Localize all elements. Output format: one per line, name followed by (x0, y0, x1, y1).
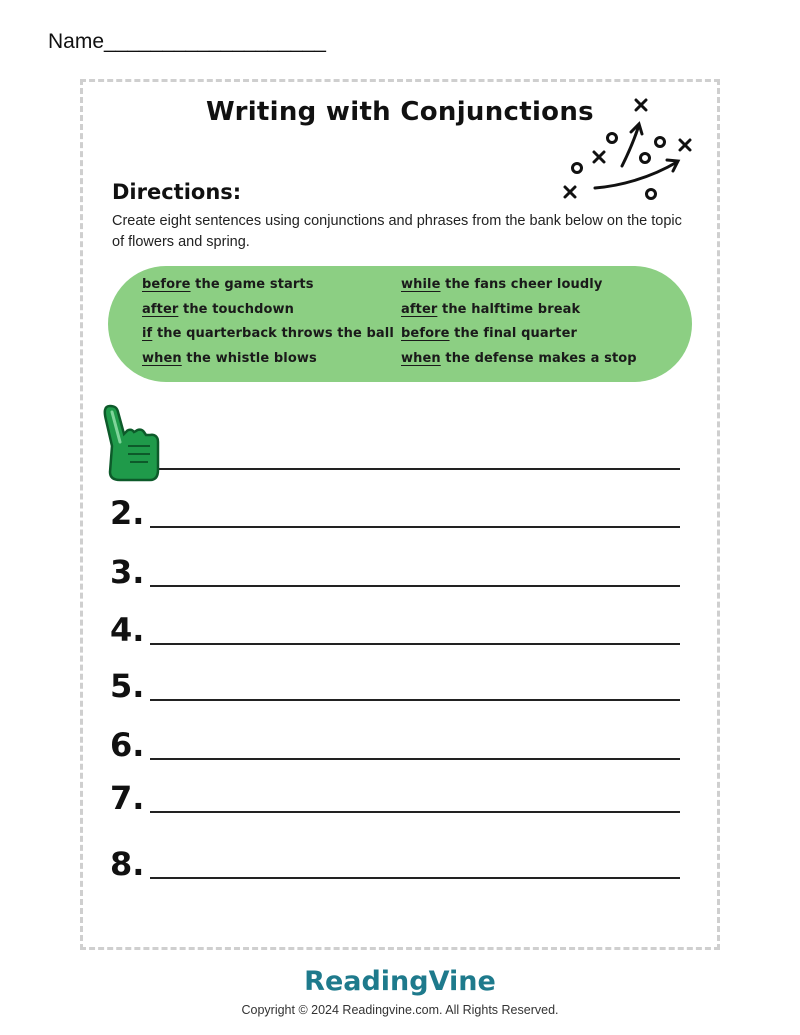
readingvine-logo: ReadingVine (304, 966, 496, 997)
conjunction: if (142, 326, 153, 341)
answer-line-5[interactable] (108, 661, 688, 705)
writing-rule[interactable] (150, 468, 680, 470)
phrase-text: the fans cheer loudly (440, 277, 603, 292)
line-number: 3. (110, 553, 145, 591)
word-bank (108, 266, 692, 382)
conjunction: before (142, 277, 191, 292)
conjunction: after (401, 301, 438, 317)
phrase-text: the touchdown (178, 301, 294, 317)
answer-line-3[interactable] (108, 547, 688, 591)
word-bank-left-column (142, 277, 394, 375)
copyright-notice: Copyright © 2024 Readingvine.com. All Rights Reserved. (241, 1003, 559, 1017)
line-number: 4. (110, 611, 145, 649)
writing-rule[interactable] (150, 526, 680, 528)
word-bank-phrase (142, 326, 394, 351)
phrase-text: the defense makes a stop (440, 350, 637, 366)
worksheet-title: Writing with Conjunctions (206, 97, 594, 127)
writing-rule[interactable] (150, 877, 680, 879)
answer-line-8[interactable] (108, 839, 688, 883)
phrase-text: the quarterback throws the ball (152, 326, 394, 341)
answer-line-7[interactable] (108, 773, 688, 817)
writing-rule[interactable] (150, 643, 680, 645)
directions-text: Create eight sentences using conjunctions and phrases from the bank below on the topic of flowers and spring. (112, 213, 682, 250)
line-number: 7. (110, 779, 145, 817)
conjunction: when (401, 350, 441, 366)
word-bank-phrase (142, 277, 394, 302)
line-number: 5. (110, 667, 145, 705)
word-bank-phrase (142, 351, 394, 376)
word-bank-right-column (401, 277, 637, 375)
writing-rule[interactable] (150, 699, 680, 701)
writing-rule[interactable] (150, 585, 680, 587)
word-bank-phrase (401, 277, 637, 302)
writing-rule[interactable] (150, 811, 680, 813)
word-bank-phrase (401, 351, 637, 376)
answer-line-4[interactable] (108, 605, 688, 649)
phrase-text: the halftime break (437, 301, 581, 317)
word-bank-phrase (142, 302, 394, 327)
phrase-text: the whistle blows (181, 350, 317, 366)
foam-finger-icon (100, 402, 164, 484)
line-number: 2. (110, 494, 145, 532)
line-number: 6. (110, 726, 145, 764)
answer-line-1[interactable] (108, 430, 688, 470)
answer-line-2[interactable] (108, 488, 688, 532)
conjunction: before (401, 326, 450, 341)
conjunction: after (142, 301, 179, 317)
writing-rule[interactable] (150, 758, 680, 760)
word-bank-phrase (401, 302, 637, 327)
answer-line-6[interactable] (108, 720, 688, 764)
name-field-label: Name___________________ (48, 30, 326, 53)
phrase-text: the final quarter (449, 326, 577, 341)
phrase-text: the game starts (190, 277, 314, 292)
line-number: 8. (110, 845, 145, 883)
directions-heading: Directions: (112, 180, 242, 204)
conjunction: when (142, 350, 182, 366)
word-bank-phrase (401, 326, 637, 351)
football-play-diagram-icon (560, 94, 700, 204)
conjunction: while (401, 277, 441, 292)
